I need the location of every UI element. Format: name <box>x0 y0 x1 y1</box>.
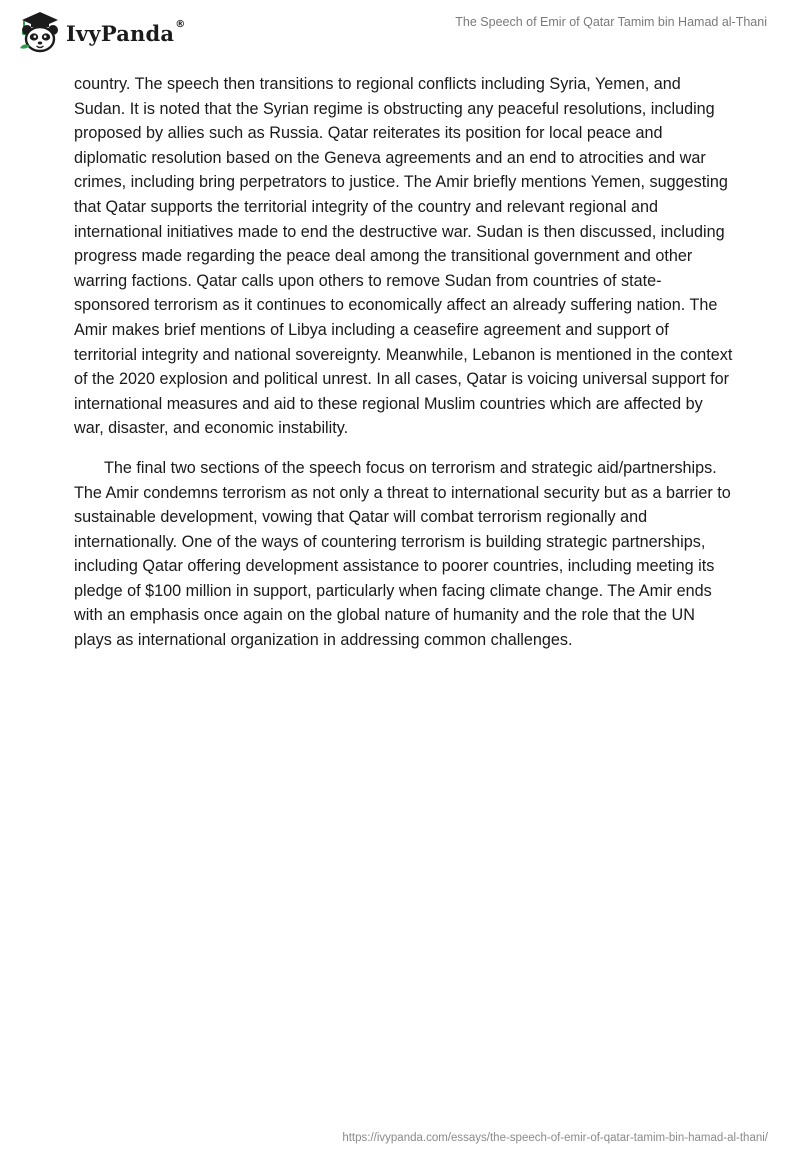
essay-body <box>74 72 734 668</box>
panda-graduation-cap-icon <box>14 8 62 56</box>
page-header <box>0 0 800 64</box>
ivypanda-logo[interactable] <box>14 8 185 56</box>
running-title: The Speech of Emir of Qatar Tamim bin Hamad al-Thani <box>455 15 767 29</box>
paragraph: The final two sections of the speech focus on terrorism and strategic aid/partnerships. The Amir condemns terrorism as not only a threat to international security but as a barrier to sustainable development, vowing that Qatar will combat terrorism regionally and internationally. One of the ways of countering terrorism is building strategic partnerships, including Qatar offering development assistance to poorer countries, including meeting its pledge of $100 million in support, particularly when facing climate change. The Amir ends with an emphasis once again on the global nature of humanity and the role that the UN plays as international organization in addressing common challenges. <box>74 458 731 650</box>
paragraph: country. The speech then transitions to regional conflicts including Syria, Yemen, and Sudan. It is noted that the Syrian regime is obstructing any peaceful resolutions, including proposed by allies such as Russia. Qatar reiterates its position for local peace and diplomatic resolution based on the Geneva agreements and an end to atrocities and war crimes, including bring perpetrators to justice. The Amir briefly mentions Yemen, suggesting that Qatar supports the territorial integrity of the country and relevant regional and international initiatives made to end the destructive war. Sudan is then discussed, including progress made regarding the peace deal among the transitional government and other warring factions. Qatar calls upon others to remove Sudan from countries of state-sponsored terrorism as it continues to economically affect an already suffering nation. The Amir makes brief mentions of Libya including a ceasefire agreement and support of territorial integrity and national sovereignty. Meanwhile, Lebanon is mentioned in the context of the 2020 explosion and political unrest. In all cases, Qatar is voicing universal support for international measures and aid to these regional Muslim countries which are affected by war, disaster, and economic instability. <box>74 75 733 438</box>
logo-wordmark: IvyPanda® <box>66 18 186 46</box>
source-url[interactable]: https://ivypanda.com/essays/the-speech-of-emir-of-qatar-tamim-bin-hamad-al-thani/ <box>342 1132 768 1144</box>
